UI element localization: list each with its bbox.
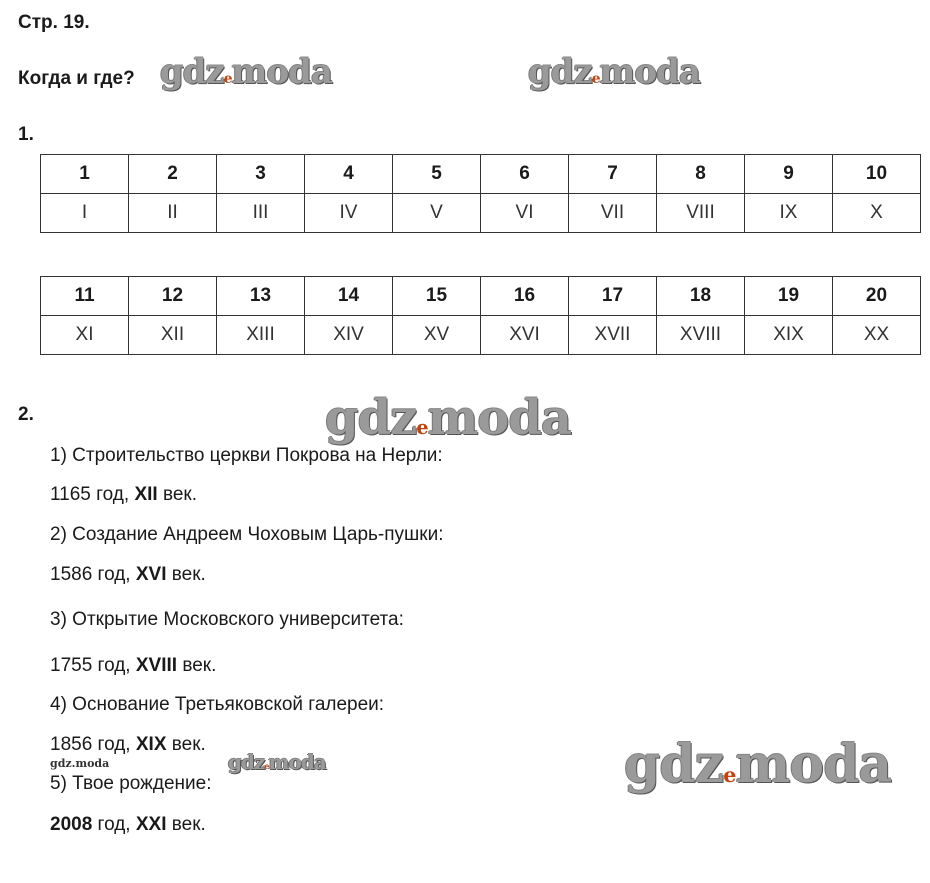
roman-cell: VI	[481, 194, 569, 233]
watermark-logo: gdzеmoda	[160, 52, 332, 92]
table-row	[41, 155, 921, 194]
arabic-cell: 4	[305, 155, 393, 194]
numerals-table-2	[40, 276, 921, 355]
arabic-cell: 6	[481, 155, 569, 194]
roman-cell: XV	[393, 316, 481, 355]
arabic-cell: 11	[41, 277, 129, 316]
answer-3: 1755 год, XVIII век.	[50, 655, 217, 676]
section-title: Когда и где?	[18, 68, 135, 89]
answer-4: 1856 год, XIX век.	[50, 734, 206, 755]
roman-cell: X	[833, 194, 921, 233]
arabic-cell: 10	[833, 155, 921, 194]
task-2-label: 2.	[18, 404, 34, 425]
roman-cell: IV	[305, 194, 393, 233]
roman-cell: II	[129, 194, 217, 233]
roman-cell: IX	[745, 194, 833, 233]
table-row	[41, 316, 921, 355]
roman-cell: VIII	[657, 194, 745, 233]
roman-cell: VII	[569, 194, 657, 233]
roman-cell: III	[217, 194, 305, 233]
question-5: 5) Твое рождение:	[50, 773, 212, 794]
table-row	[41, 277, 921, 316]
arabic-cell: 20	[833, 277, 921, 316]
arabic-cell: 19	[745, 277, 833, 316]
arabic-cell: 8	[657, 155, 745, 194]
answer-2: 1586 год, XVI век.	[50, 564, 206, 585]
roman-cell: XI	[41, 316, 129, 355]
question-1: 1) Строительство церкви Покрова на Нерли:	[50, 445, 443, 466]
watermark-small: gdz.moda	[50, 757, 110, 770]
roman-cell: XII	[129, 316, 217, 355]
answer-1: 1165 год, XII век.	[50, 484, 198, 505]
watermark-logo: gdzеmoda	[528, 52, 700, 92]
arabic-cell: 13	[217, 277, 305, 316]
arabic-cell: 16	[481, 277, 569, 316]
watermark-logo: gdzеmoda	[325, 390, 572, 446]
question-4: 4) Основание Третьяковской галереи:	[50, 694, 385, 715]
arabic-cell: 5	[393, 155, 481, 194]
roman-cell: XIII	[217, 316, 305, 355]
watermark-logo: gdzеmoda	[624, 734, 892, 795]
question-3: 3) Открытие Московского университета:	[50, 609, 404, 630]
arabic-cell: 15	[393, 277, 481, 316]
roman-cell: XX	[833, 316, 921, 355]
roman-cell: XVIII	[657, 316, 745, 355]
roman-cell: XVI	[481, 316, 569, 355]
task-1-label: 1.	[18, 124, 34, 145]
roman-cell: XIV	[305, 316, 393, 355]
watermark-logo: gdzеmoda	[228, 750, 326, 774]
question-2: 2) Создание Андреем Чоховым Царь-пушки:	[50, 524, 444, 545]
arabic-cell: 14	[305, 277, 393, 316]
table-row	[41, 194, 921, 233]
arabic-cell: 12	[129, 277, 217, 316]
page-title: Стр. 19.	[18, 12, 90, 33]
arabic-cell: 3	[217, 155, 305, 194]
roman-cell: I	[41, 194, 129, 233]
arabic-cell: 7	[569, 155, 657, 194]
arabic-cell: 18	[657, 277, 745, 316]
answer-5: 2008 год, XXI век.	[50, 814, 206, 835]
roman-cell: V	[393, 194, 481, 233]
arabic-cell: 17	[569, 277, 657, 316]
arabic-cell: 2	[129, 155, 217, 194]
arabic-cell: 1	[41, 155, 129, 194]
roman-cell: XIX	[745, 316, 833, 355]
arabic-cell: 9	[745, 155, 833, 194]
roman-cell: XVII	[569, 316, 657, 355]
numerals-table-1	[40, 154, 921, 233]
